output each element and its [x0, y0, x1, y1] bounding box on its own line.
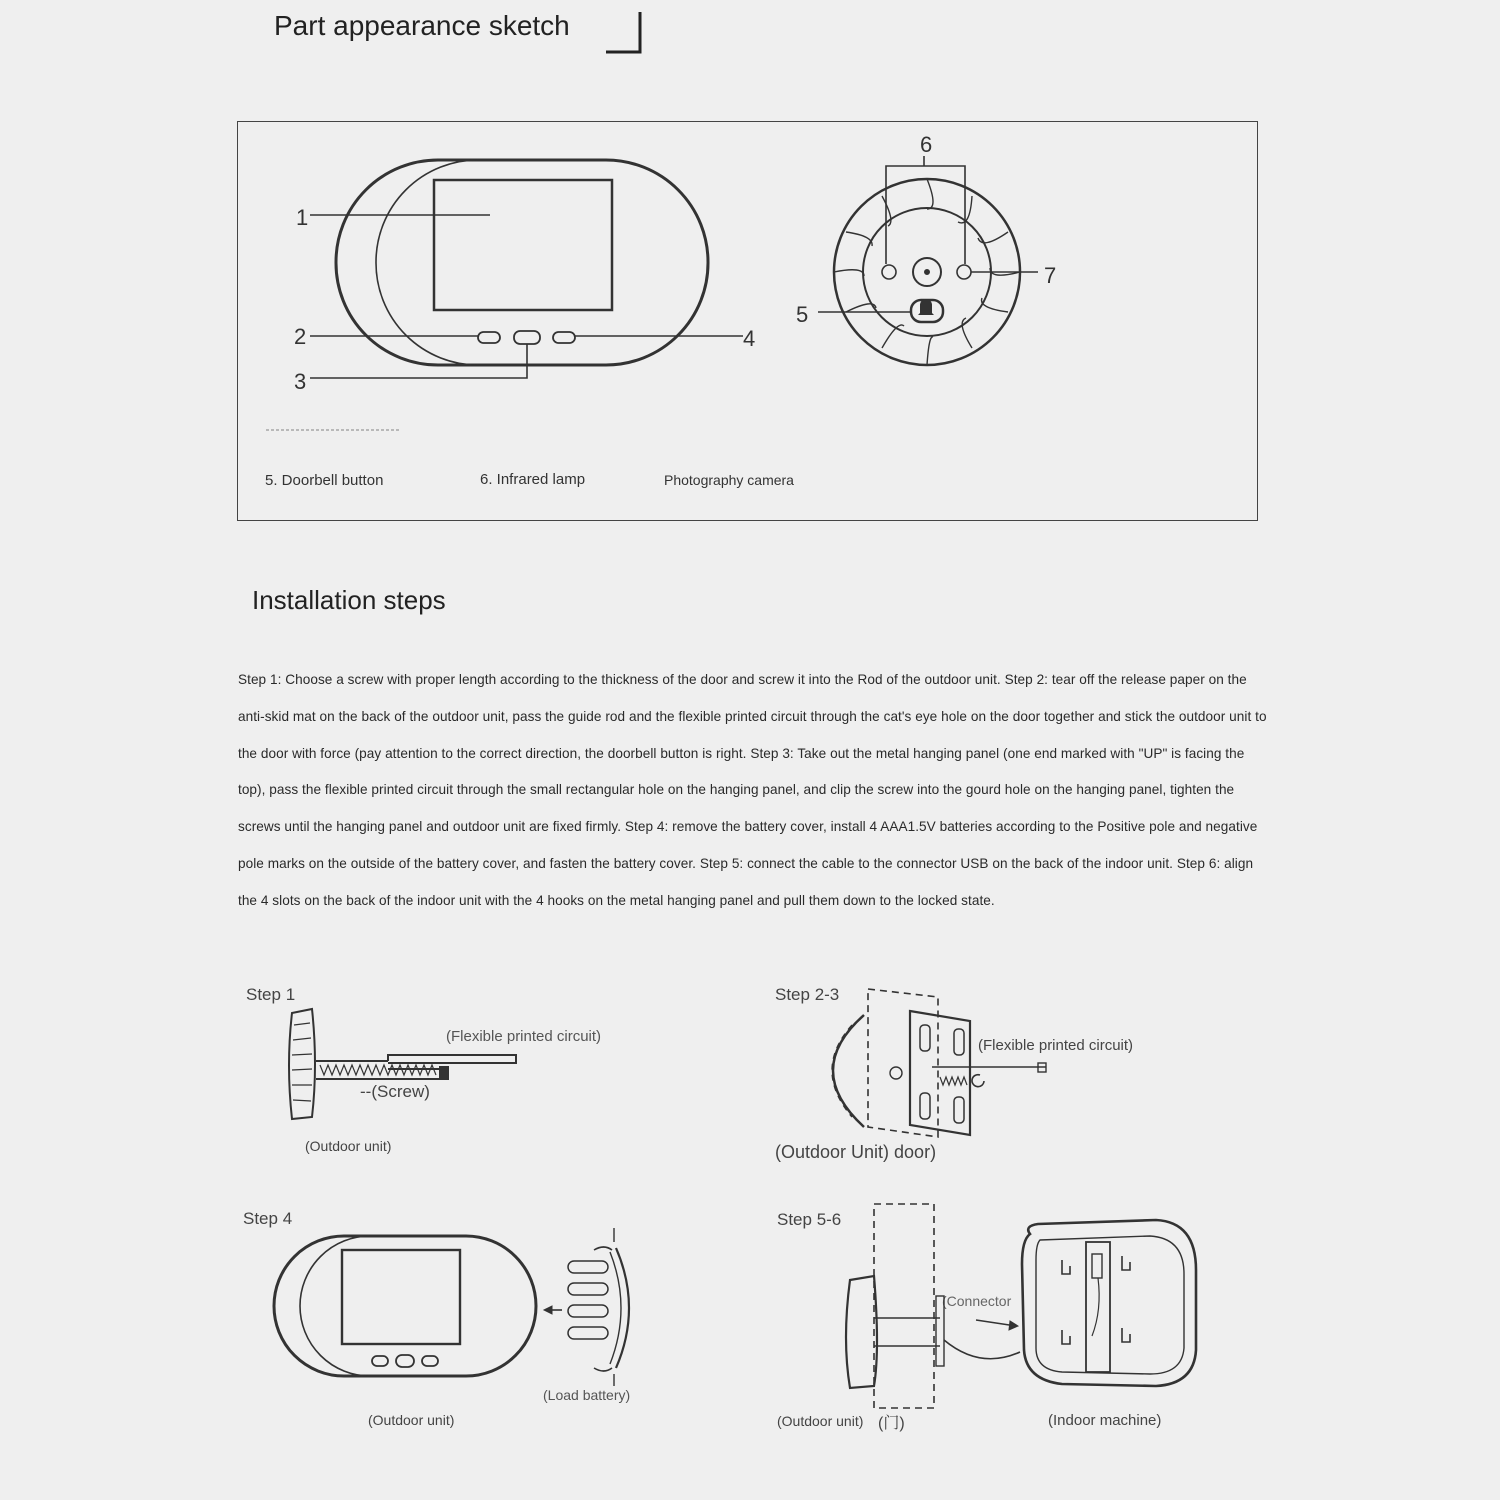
legend-infrared-lamp: 6. Infrared lamp [480, 471, 586, 488]
step1-title: Step 1 [246, 985, 296, 1004]
appearance-section-title: Part appearance sketch [274, 10, 570, 41]
step23-illustration [812, 985, 1052, 1140]
callout-4: 4 [743, 326, 756, 351]
callout-2: 2 [294, 324, 307, 349]
callout-3: 3 [294, 369, 307, 394]
callout-7: 7 [1044, 263, 1057, 288]
step23-title: Step 2-3 [775, 985, 840, 1004]
step4-unit-label: (Outdoor unit) [368, 1412, 455, 1428]
step23-fpc-label: (Flexible printed circuit) [978, 1037, 1134, 1054]
step56-indoor-label: (Indoor machine) [1048, 1412, 1162, 1429]
installation-instructions: Step 1: Choose a screw with proper length according to the thickness of the door and screw it into the Rod of the outdoor unit. Step 2: tear off the release paper on the anti-skid mat on the back of the outdoor unit, pass the guide rod and the flexible printed circuit through the cat's eye hole on the door together and stick the outdoor unit to the door with force (pay attention to the correct direction, the doorbell button is right. Step 3: Take out the metal hanging panel (one end marked with "UP" is facing the top), pass the flexible printed circuit through the small rectangular hole on the hanging panel, and clip the screw into the gourd hole on the hanging panel, tighten the screws until the hanging panel and outdoor unit are fixed firmly. Step 4: remove the battery cover, install 4 AAA1.5V batteries according to the Positive pole and negative pole marks on the outside of the battery cover, and fasten the battery cover. Step 5: connect the cable to the connector USB on the back of the indoor unit. Step 6: align the 4 slots on the back of the indoor unit with the 4 hooks on the metal hanging panel and pull them down to the locked state. [238, 672, 1267, 908]
step1-screw-label: --(Screw) [360, 1082, 430, 1101]
legend-photography-camera: Photography camera [664, 472, 794, 488]
installation-section-title: Installation steps [252, 585, 446, 615]
step56-door-label: (门) [878, 1415, 905, 1432]
step1-fpc-label: (Flexible printed circuit) [446, 1028, 602, 1045]
step56-illustration [840, 1200, 1200, 1415]
step4-title: Step 4 [243, 1209, 293, 1228]
callout-6: 6 [920, 132, 933, 157]
step1-illustration [280, 1005, 530, 1125]
legend-doorbell-button: 5. Doorbell button [265, 472, 384, 489]
appearance-diagram [238, 122, 1256, 520]
callout-1: 1 [296, 205, 309, 230]
step56-title: Step 5-6 [777, 1210, 842, 1229]
step23-unit-label: (Outdoor Unit) door) [775, 1142, 937, 1162]
step4-battery-label: (Load battery) [543, 1387, 631, 1403]
title-corner-mark [600, 10, 650, 56]
step56-connector-label: (Connector [942, 1293, 1012, 1309]
callout-5: 5 [796, 302, 809, 327]
step1-unit-label: (Outdoor unit) [305, 1138, 392, 1154]
outdoor-unit-sketch [818, 156, 1038, 365]
indoor-unit-sketch [310, 160, 743, 378]
step56-outdoor-label: (Outdoor unit) [777, 1413, 864, 1429]
step4-illustration [270, 1228, 650, 1388]
